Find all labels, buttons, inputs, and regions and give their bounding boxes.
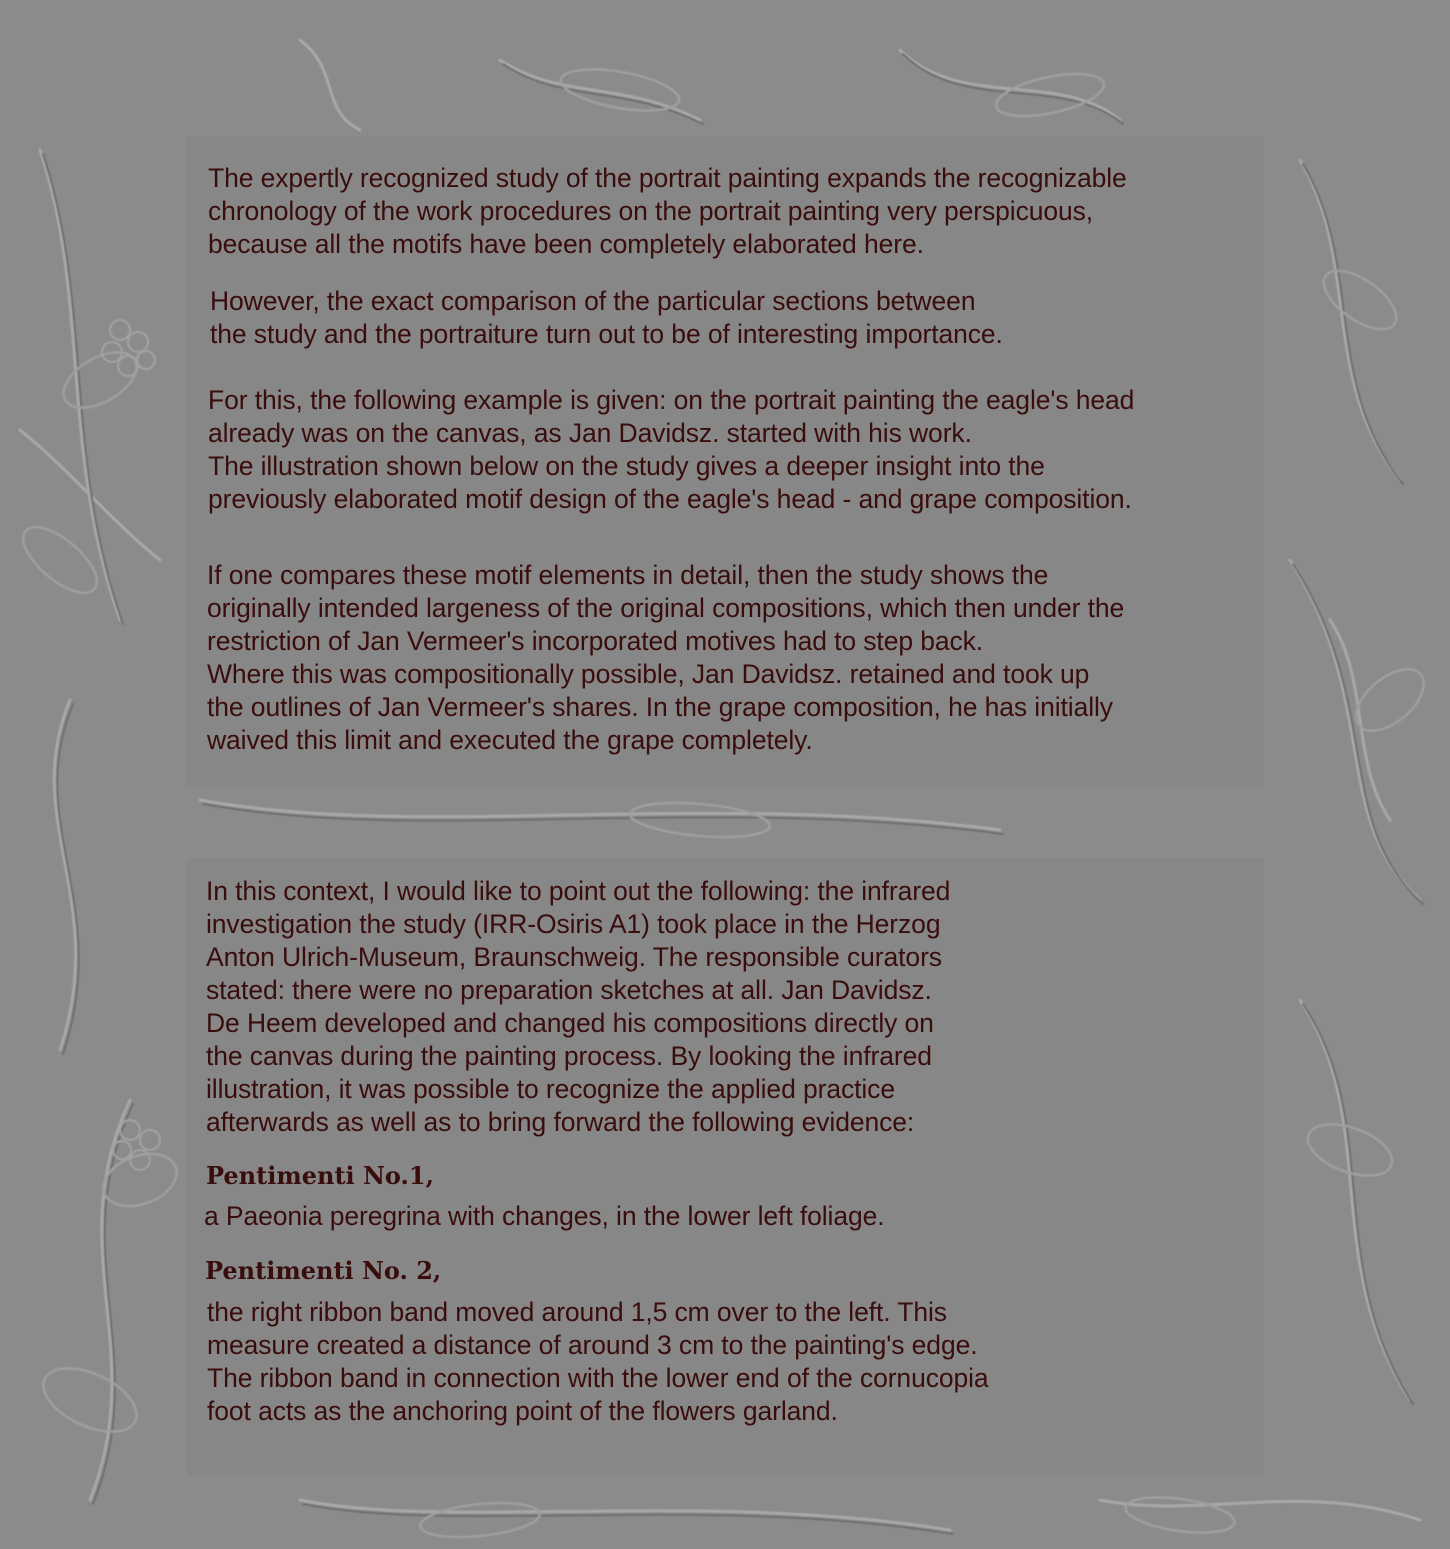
- paragraph-motif-comparison: If one compares these motif elements in detail, then the study shows the originally intended largeness of the original compositions, which then under the restriction of Jan Vermeer's incorporated motives had to step back. Where this was compositionally possible, Jan Davidsz. retained and took up the outlines of Jan Vermeer's shares. In the grape composition, he has initially waived this limit and executed the grape completely.: [207, 560, 1125, 755]
- paragraph-comparison: However, the exact comparison of the particular sections between the study and the portraiture turn out to be of interesting importance.: [210, 286, 1003, 349]
- paragraph-eagle-example: For this, the following example is given: on the portrait painting the eagle's head already was on the canvas, as Jan Davidsz. started with his work. The illustration shown below on the study gives a deeper insight into the previously elaborated motif design of the eagle's head - and grape composition.: [208, 385, 1135, 514]
- paragraph-study-chronology: The expertly recognized study of the portrait painting expands the recognizable chronology of the work procedures on the portrait painting very perspicuous, because all the motifs have been completely elaborated here.: [208, 163, 1127, 259]
- pentimenti-2-heading: Pentimenti No. 2,: [205, 1256, 442, 1285]
- text-panel-top: [186, 136, 1264, 787]
- pentimenti-1-text: a Paeonia peregrina with changes, in the lower left foliage.: [204, 1201, 885, 1231]
- text-panel-bottom: [187, 858, 1264, 1476]
- paragraph-infrared-context: In this context, I would like to point out the following: the infrared investigation the study (IRR-Osiris A1) took place in the Herzog Anton Ulrich-Museum, Braunschweig. The responsible curators stated: there were no preparation sketches at all. Jan Davidsz. De Heem developed and changed his compositions directly on the canvas during the painting process. By looking the infrared illustration, it was possible to recognize the applied practice afterwards as well as to bring forward the following evidence:: [206, 876, 951, 1137]
- pentimenti-1-heading: Pentimenti No.1,: [206, 1161, 434, 1190]
- pentimenti-2-text: the right ribbon band moved around 1,5 cm over to the left. This measure created a distance of around 3 cm to the painting's edge. The ribbon band in connection with the lower end of the cornucopia foot acts as the anchoring point of the flowers garland.: [207, 1297, 989, 1426]
